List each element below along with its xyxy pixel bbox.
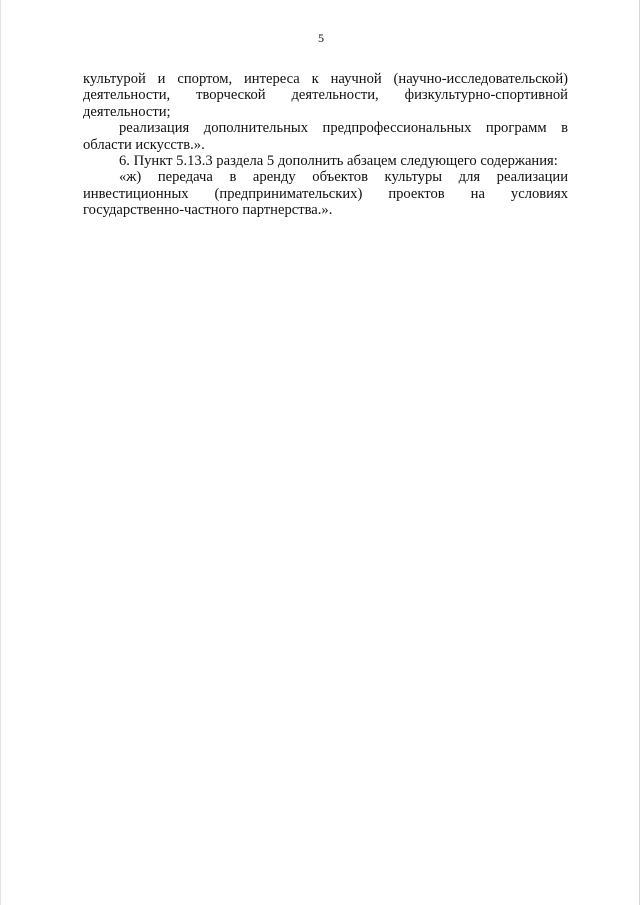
paragraph-item-6: 6. Пункт 5.13.3 раздела 5 дополнить абзацем следующего содержания: xyxy=(119,153,558,170)
paragraph-continuation: культурой и спортом, интереса к научной (научно-исследовательской) деятельности, творческой деятельности, физкультурно-спортивной деятельности; xyxy=(83,71,568,120)
paragraph-art-programs: реализация дополнительных предпрофессиональных программ в области искусств.». xyxy=(83,120,568,153)
document-body xyxy=(83,71,568,219)
page-number: 5 xyxy=(318,31,324,45)
paragraph-item-zh: «ж) передача в аренду объектов культуры для реализации инвестиционных (предпринимательских) проектов на условиях государственно-частного партнерства.». xyxy=(83,169,568,219)
